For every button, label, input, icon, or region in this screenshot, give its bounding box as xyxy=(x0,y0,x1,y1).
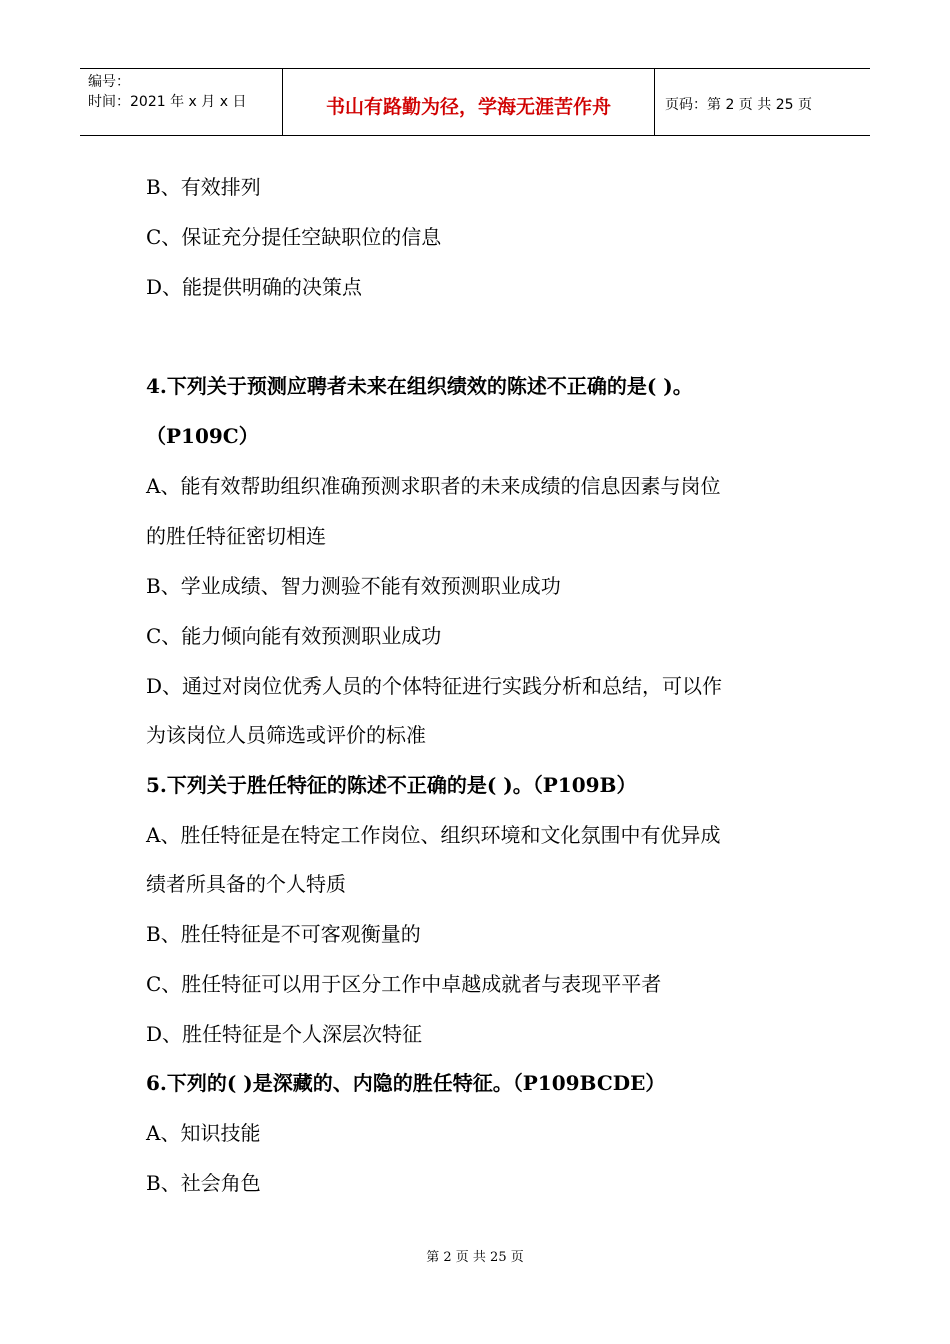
option-line: B、有效排列 xyxy=(146,175,261,199)
question-5: 5.下列关于胜任特征的陈述不正确的是( )。（P109B） xyxy=(146,773,637,797)
header-meta-cell xyxy=(80,69,283,135)
option-line: D、胜任特征是个人深层次特征 xyxy=(146,1022,423,1046)
option-line: D、通过对岗位优秀人员的个体特征进行实践分析和总结，可以作 xyxy=(146,674,723,698)
header-page-cell xyxy=(655,69,870,135)
option-line: C、保证充分提任空缺职位的信息 xyxy=(146,225,442,249)
option-line: 为该岗位人员筛选或评价的标准 xyxy=(146,723,426,747)
option-line: A、能有效帮助组织准确预测求职者的未来成绩的信息因素与岗位 xyxy=(146,474,721,498)
option-line: A、知识技能 xyxy=(146,1121,261,1145)
question-6: 6.下列的( )是深藏的、内隐的胜任特征。（P109BCDE） xyxy=(146,1071,666,1095)
option-line: A、胜任特征是在特定工作岗位、组织环境和文化氛围中有优异成 xyxy=(146,823,721,847)
date-label: 时间：2021 年 x 月 x 日 xyxy=(88,94,247,110)
page-info: 页码：第 2 页 共 25 页 xyxy=(665,97,812,113)
page-footer: 第 2 页 共 25 页 xyxy=(426,1250,524,1265)
option-line: B、社会角色 xyxy=(146,1171,261,1195)
option-line: C、胜任特征可以用于区分工作中卓越成就者与表现平平者 xyxy=(146,972,662,996)
option-line: B、胜任特征是不可客观衡量的 xyxy=(146,922,421,946)
option-line: 的胜任特征密切相连 xyxy=(146,524,326,548)
option-line: 绩者所具备的个人特质 xyxy=(146,872,346,896)
question-4: 4.下列关于预测应聘者未来在组织绩效的陈述不正确的是( )。 xyxy=(146,374,693,398)
option-line: B、学业成绩、智力测验不能有效预测职业成功 xyxy=(146,574,561,598)
number-label: 编号： xyxy=(88,74,130,90)
page-header xyxy=(80,68,870,136)
motto-text: 书山有路勤为径，学海无涯苦作舟 xyxy=(325,96,611,118)
option-line: C、能力倾向能有效预测职业成功 xyxy=(146,624,442,648)
header-motto-cell xyxy=(283,69,655,135)
question-4-ref: （P109C） xyxy=(146,424,259,448)
option-line: D、能提供明确的决策点 xyxy=(146,275,363,299)
